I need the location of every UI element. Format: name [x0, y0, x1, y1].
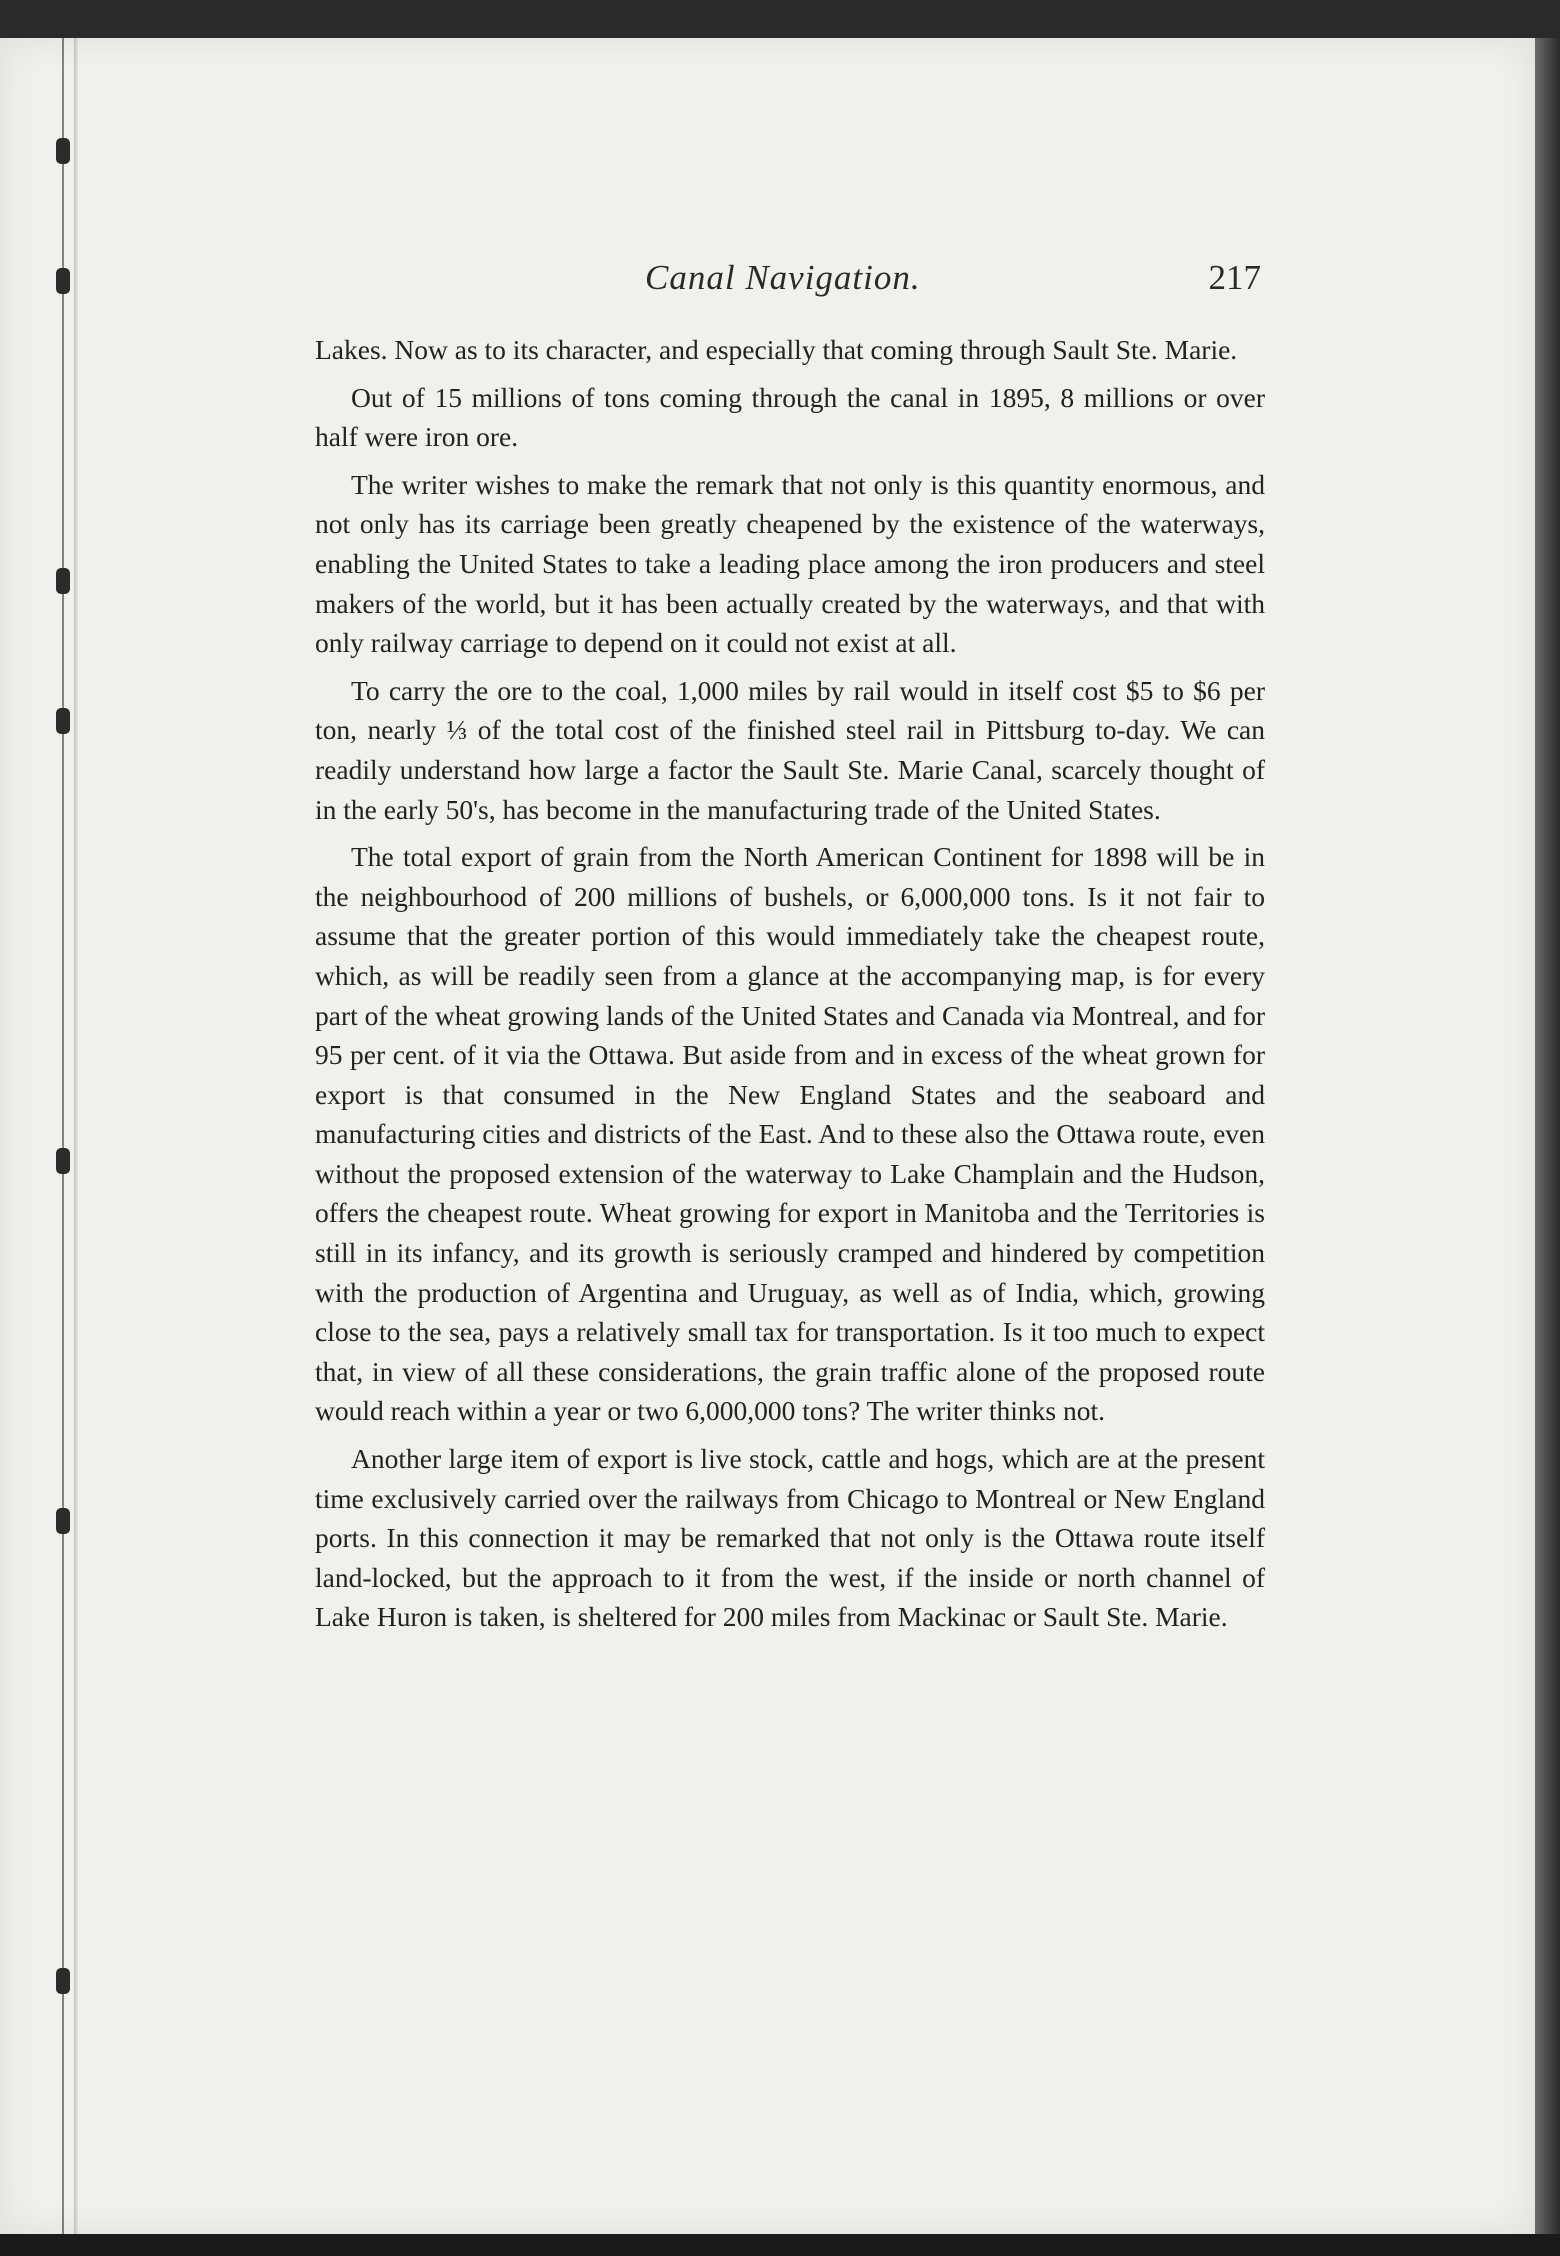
binding-stitch	[56, 708, 70, 734]
page-header	[315, 258, 1265, 308]
body-text	[315, 330, 1265, 1645]
paragraph: The total export of grain from the North American Continent for 1898 will be in the neighbourhood of 200 millions of bushels, or 6,000,000 tons. Is it not fair to assume that the greater portion of this would immediately take the cheapest route, which, as will be readily seen from a glance at the accompanying map, is for every part of the wheat growing lands of the United States and Canada via Montreal, and for 95 per cent. of it via the Ottawa. But aside from and in excess of the wheat grown for export is that consumed in the New England States and the seaboard and manufacturing cities and districts of the East. And to these also the Ottawa route, even without the proposed extension of the waterway to Lake Champlain and the Hudson, offers the cheapest route. Wheat growing for export in Manitoba and the Territories is still in its infancy, and its growth is seriously cramped and hindered by competition with the production of Argentina and Uruguay, as well as of India, which, growing close to the sea, pays a relatively small tax for transportation. Is it too much to expect that, in view of all these considerations, the grain traffic alone of the proposed route would reach within a year or two 6,000,000 tons? The writer thinks not.	[315, 841, 1265, 1427]
binding-threads	[52, 38, 76, 2234]
paragraph: To carry the ore to the coal, 1,000 miles by rail would in itself cost $5 to $6 per ton, nearly ⅓ of the total cost of the finished steel rail in Pittsburg to-day. We can readily understand how large a factor the Sault Ste. Marie Canal, scarcely thought of in the early 50's, has become in the manufacturing trade of the United States.	[315, 674, 1265, 825]
binding-stitch	[56, 268, 70, 294]
paragraph: Another large item of export is live stock, cattle and hogs, which are at the present time exclusively carried over the railways from Chicago to Montreal or New England ports. In this connection it may be remarked that not only is the Ottawa route itself land-locked, but the approach to it from the west, if the inside or north channel of Lake Huron is taken, is sheltered for 200 miles from Mackinac or Sault Ste. Marie.	[315, 1443, 1265, 1633]
binding-stitch	[56, 568, 70, 594]
binding-stitch	[56, 1508, 70, 1534]
page-number: 217	[1208, 258, 1261, 297]
binding-stitch	[56, 1148, 70, 1174]
binding-stitch	[56, 1968, 70, 1994]
binding-stitch	[56, 138, 70, 164]
binding-thread	[62, 38, 64, 2234]
page-block-edge	[1535, 38, 1560, 2234]
paragraph: Out of 15 millions of tons coming through the canal in 1895, 8 millions or over half were iron ore.	[315, 381, 1265, 453]
paragraph: Lakes. Now as to its character, and especially that coming through Sault Ste. Marie.	[315, 334, 1238, 365]
running-title: Canal Navigation.	[645, 258, 921, 297]
paragraph: The writer wishes to make the remark that not only is this quantity enormous, and not only has its carriage been greatly cheapened by the existence of the waterways, enabling the United States to take a leading place among the iron producers and steel makers of the world, but it has been actually created by the waterways, and that with only railway carriage to depend on it could not exist at all.	[315, 468, 1265, 659]
